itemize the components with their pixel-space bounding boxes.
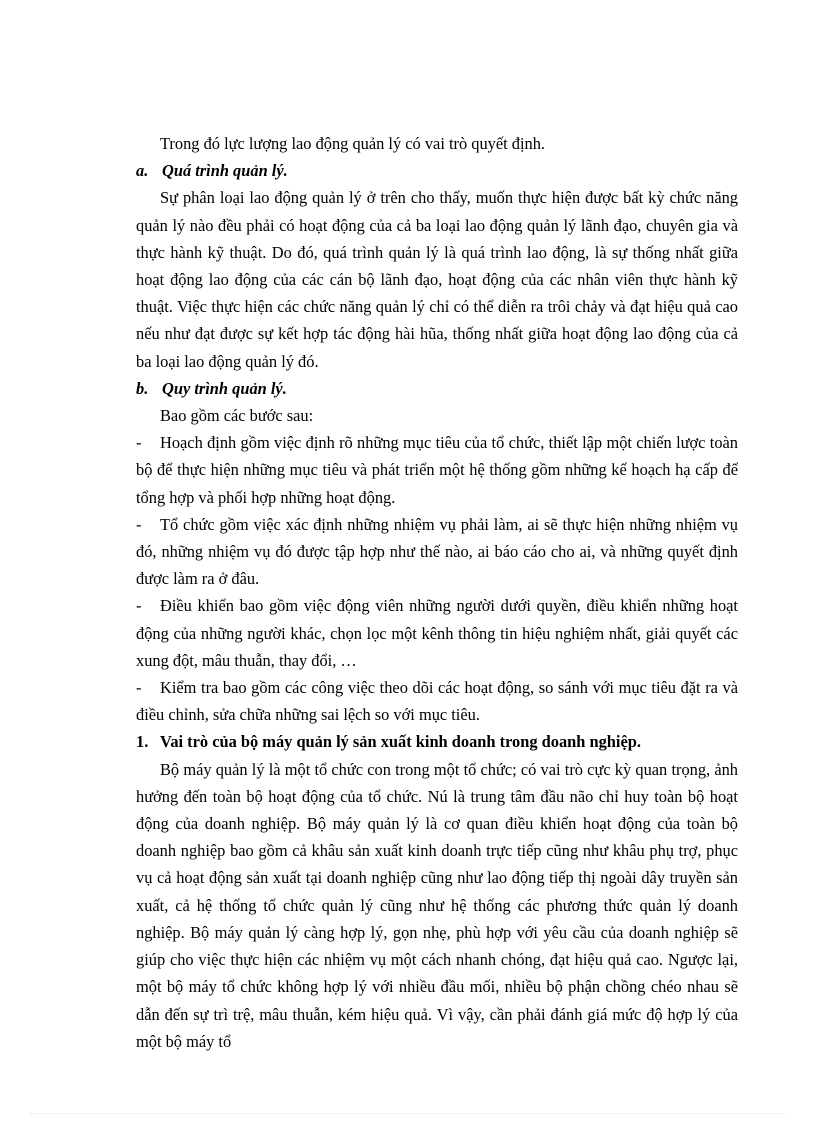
list-dash: - — [136, 433, 142, 453]
page-bottom-divider — [30, 1113, 786, 1114]
section-heading-1 — [136, 728, 738, 755]
list-item-text: Điều khiển bao gồm việc động viên những người dưới quyền, điều khiển những hoạt động của những người khác, chọn lọc một kênh thông tin hiệu nghiệm nhất, giải quyết các xung đột, mâu thuẫn, thay đổi, … — [136, 596, 738, 670]
intro-paragraph: Trong đó lực lượng lao động quản lý có vai trò quyết định. — [160, 134, 546, 153]
list-dash: - — [136, 514, 142, 534]
list-item-leading — [136, 592, 738, 674]
section-b-title: Quy trình quản lý. — [162, 378, 287, 398]
section-a-marker: a. — [136, 161, 149, 181]
list-item-planning — [136, 429, 738, 511]
section-1-paragraph: Bộ máy quản lý là một tổ chức con trong một tổ chức; có vai trò cực kỳ quan trọng, ảnh hưởng đến toàn bộ hoạt động của tổ chức. Nú là trung tâm đầu não chỉ huy toàn bộ hoạt động của doanh nghiệp. Bộ máy quản lý là cơ quan điều khiển hoạt động của toàn bộ doanh nghiệp bao gồm cả khâu sản xuất kinh doanh trực tiếp cũng như khâu phụ trợ, phục vụ cả hoạt động sản xuất tại doanh nghiệp cũng như lao động tiếp thị ngoài dây truyền sản xuất, cả hệ thống tổ chức quản lý cũng như hệ thống các phương thức quản lý doanh nghiệp. Bộ máy quản lý càng hợp lý, gọn nhẹ, phù hợp với yêu cầu của doanh nghiệp sẽ giúp cho việc thực hiện các nhiệm vụ một cách nhanh chóng, đạt hiệu quả cao. Ngược lại, một bộ máy tổ chức không hợp lý với nhiều đầu mối, nhiều bộ phận chồng chéo nhau sẽ dẫn đến sự trì trệ, mâu thuẫn, kém hiệu quả. Vì vậy, cần phải đánh giá mức độ hợp lý của một bộ máy tổ — [136, 759, 738, 1051]
list-item-text: Kiểm tra bao gồm các công việc theo dõi các hoạt động, so sánh với mục tiêu đặt ra và điều chỉnh, sửa chữa những sai lệch so với mục tiêu. — [136, 678, 738, 725]
list-dash: - — [136, 678, 142, 698]
list-item-text: Tổ chức gồm việc xác định những nhiệm vụ phải làm, ai sẽ thực hiện những nhiệm vụ đó, những nhiệm vụ đó được tập hợp như thế nào, ai báo cáo cho ai, và những quyết định được làm ra ở đâu. — [136, 514, 738, 589]
document-body — [136, 130, 738, 1055]
section-heading-b — [136, 375, 738, 402]
section-1-title: Vai trò của bộ máy quản lý sản xuất kinh doanh trong doanh nghiệp. — [160, 732, 641, 752]
section-b-marker: b. — [136, 378, 149, 398]
section-heading-a — [136, 157, 738, 184]
list-item-organizing — [136, 511, 738, 593]
list-item-text: Hoạch định gồm việc định rõ những mục tiêu của tổ chức, thiết lập một chiến lược toàn bộ để thực hiện những mục tiêu và phát triển một hệ thống gồm những kế hoạch hạ cấp để tổng hợp và phối hợp những hoạt động. — [136, 433, 738, 507]
section-b-intro: Bao gồm các bước sau: — [160, 406, 314, 426]
section-1-marker: 1. — [136, 732, 149, 752]
section-a-title: Quá trình quản lý. — [162, 161, 288, 181]
list-dash: - — [136, 596, 142, 616]
section-a-paragraph: Sự phân loại lao động quản lý ở trên cho thấy, muốn thực hiện được bất kỳ chức năng quản lý nào đều phải có hoạt động của cả ba loại lao động quản lý lãnh đạo, chuyên gia và thực hành kỹ thuật. Do đó, quá trình quản lý là quá trình lao động, là sự thống nhất giữa hoạt động lao động của các cán bộ lãnh đạo, hoạt động của các nhân viên thực hành kỹ thuật. Việc thực hiện các chức năng quản lý chỉ có thể diễn ra trôi chảy và đạt hiệu quả cao nếu như đạt được sự kết hợp tác động hài hũa, thống nhất giữa hoạt động lao động của cả ba loại lao động quản lý đó. — [136, 188, 738, 371]
list-item-controlling — [136, 674, 738, 728]
